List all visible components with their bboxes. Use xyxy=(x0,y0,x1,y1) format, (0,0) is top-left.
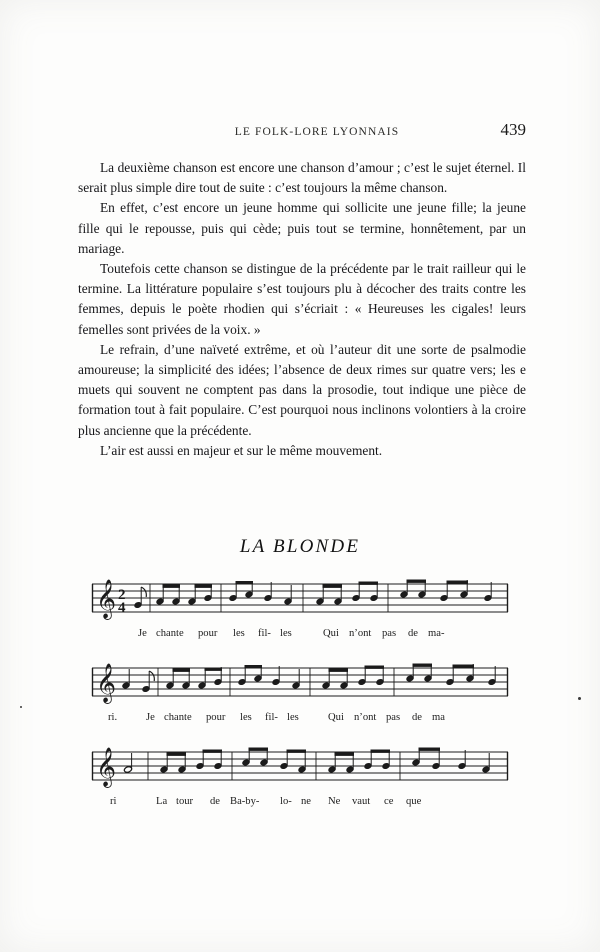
note xyxy=(284,585,292,605)
lyric-word: ri xyxy=(110,796,117,807)
note xyxy=(272,666,280,685)
scan-speck xyxy=(20,706,22,708)
running-title: LE FOLK-LORE LYONNAIS xyxy=(234,126,400,138)
song-title: LA BLONDE xyxy=(239,536,361,557)
treble-clef: 𝄞 xyxy=(96,581,117,618)
lyric-word: les xyxy=(287,712,299,723)
musical-score xyxy=(88,572,512,824)
lyric-word: ri. xyxy=(108,712,118,723)
note-group xyxy=(280,750,306,773)
note-group xyxy=(322,669,348,689)
treble-clef: 𝄞 xyxy=(96,749,117,786)
stave-1-notation xyxy=(88,572,512,628)
note-group xyxy=(352,582,378,601)
note-group xyxy=(160,753,186,773)
lyric-word: lo- xyxy=(280,796,292,807)
lyric-word: n’ont xyxy=(349,628,372,639)
time-signature-numerator: 2 xyxy=(118,587,126,603)
lyric-word: ce xyxy=(384,796,394,807)
half-note xyxy=(124,753,133,773)
note-group xyxy=(316,585,342,605)
lyric-word: Ba-by- xyxy=(230,796,260,807)
note-group xyxy=(156,585,180,605)
lyric-word: pour xyxy=(198,628,218,639)
stave-3-lyrics xyxy=(88,796,512,816)
stave-2-lyrics xyxy=(88,712,512,732)
note-group xyxy=(364,750,390,769)
lyric-word: pour xyxy=(206,712,226,723)
paragraph: L’air est aussi en majeur et sur le même mouvement. xyxy=(100,442,383,458)
note-group xyxy=(400,580,426,598)
lyric-word: pas xyxy=(382,628,397,639)
stave-3-notation xyxy=(88,740,512,796)
note xyxy=(264,582,272,601)
note-group xyxy=(198,667,222,689)
note xyxy=(488,666,496,685)
page-header xyxy=(78,120,526,139)
page-number: 439 xyxy=(500,120,526,139)
scan-speck xyxy=(578,697,581,700)
note-group xyxy=(406,664,432,682)
note xyxy=(484,582,492,601)
note-group xyxy=(166,669,190,689)
stave-1 xyxy=(88,572,512,648)
lyric-word: Je xyxy=(146,712,155,723)
note xyxy=(458,750,466,769)
lyric-word: fil- xyxy=(258,628,271,639)
paragraph: Toutefois cette chanson se distingue de la précédente par le trait railleur qui le termine. La littérature populaire s’est toujours plu à décocher des traits contre les femmes, depuis le poète rhodien qui s’écriait : « Heureuses les cigales! leurs femelles sont privées de la voix. » xyxy=(78,261,526,337)
lyric-word: tour xyxy=(176,796,194,807)
note-group xyxy=(188,585,212,605)
lyric-word: Je xyxy=(138,628,147,639)
lyric-word: de xyxy=(412,712,422,723)
lyric-word: Qui xyxy=(323,628,339,639)
note-group xyxy=(358,666,384,685)
lyric-word: chante xyxy=(164,712,192,723)
lyric-word: de xyxy=(408,628,418,639)
treble-clef: 𝄞 xyxy=(96,665,117,702)
lyric-word: chante xyxy=(156,628,184,639)
note-group xyxy=(196,750,222,769)
note xyxy=(122,669,130,689)
paragraph: En effet, c’est encore un jeune homme qui sollicite une jeune fille; la jeune fille qui le repousse, puis qui cède; puis tout se termine, honnêtement, par un mariage. xyxy=(78,200,526,256)
note-group xyxy=(328,753,354,773)
note xyxy=(292,669,300,689)
lyric-word: les xyxy=(233,628,245,639)
lyric-word: les xyxy=(240,712,252,723)
stave-2-notation xyxy=(88,656,512,712)
lyric-word: n’ont xyxy=(354,712,377,723)
time-signature-denominator: 4 xyxy=(118,600,126,616)
body-text xyxy=(78,158,526,461)
lyric-word: Ne xyxy=(328,796,341,807)
lyric-word: de xyxy=(210,796,220,807)
paragraph: Le refrain, d’une naïveté extrême, et où l’auteur dit une sorte de psalmodie amoureuse; la simplicité des idées; l’absence de deux rimes sur quatre vers; les e muets qui souvent ne comptent pas dans la prosodie, tout indique une pièce de formation tout à fait populaire. C’est pourquoi nous inclinons volontiers à la croire plus ancienne que la précédente. xyxy=(78,341,526,438)
lyric-word: fil- xyxy=(265,712,278,723)
note xyxy=(482,753,490,773)
stave-3 xyxy=(88,740,512,816)
paragraph: La deuxième chanson est encore une chanson d’amour ; c’est le sujet éternel. Il serait plus simple dire tout de suite : c’est toujours la même chanson. xyxy=(78,160,526,196)
lyric-word: Qui xyxy=(328,712,344,723)
lyric-word: ma xyxy=(432,712,445,723)
lyric-word: que xyxy=(406,796,422,807)
stave-1-lyrics xyxy=(88,628,512,648)
lyric-word: pas xyxy=(386,712,401,723)
lyric-word: vaut xyxy=(352,796,371,807)
lyric-word: les xyxy=(280,628,292,639)
lyric-word: La xyxy=(156,796,168,807)
stave-2 xyxy=(88,656,512,732)
note-group xyxy=(242,748,268,766)
lyric-word: ne xyxy=(301,796,311,807)
lyric-word: ma- xyxy=(428,628,445,639)
